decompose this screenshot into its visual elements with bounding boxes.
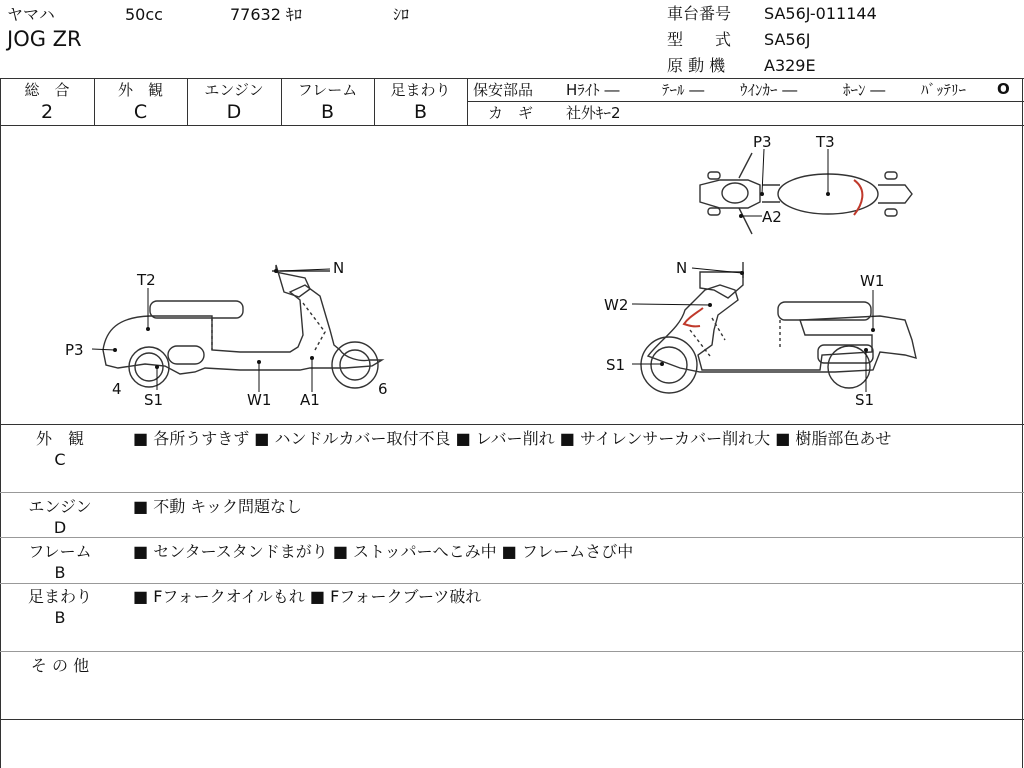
- page-right-border: [1022, 78, 1023, 768]
- section-exterior-grade: C: [54, 450, 66, 469]
- safety-horn: ﾎｰﾝ ―: [843, 81, 886, 99]
- damage-mark-seat: [854, 180, 862, 215]
- scooter-condition-diagram: [0, 126, 1022, 423]
- notes-bottom-border: [0, 719, 1024, 720]
- section-frame-grade: B: [54, 563, 66, 582]
- grade-suspension-label: 足まわり: [390, 81, 451, 99]
- section-other-name: そ の 他: [30, 656, 90, 675]
- grade-frame-value: B: [320, 101, 335, 123]
- diag-label-4: 4: [112, 380, 122, 398]
- section-engine-note: ■ 不動 キック問題なし: [133, 497, 302, 516]
- diag-label-s1: S1: [144, 391, 164, 409]
- diag-label-t2: T2: [137, 271, 156, 289]
- grade-engine-label: エンジン: [204, 81, 264, 99]
- diag-label-w2: W2: [604, 296, 629, 314]
- diag-label-n: N: [333, 259, 345, 277]
- displacement: 50cc: [125, 5, 163, 24]
- diag-label-a1: A1: [300, 391, 320, 409]
- grade-table-top-border: [0, 78, 1024, 79]
- diag-label-p3: P3: [65, 341, 84, 359]
- safety-battery-ok-mark: O: [997, 80, 1010, 98]
- maker: ヤマハ: [7, 5, 55, 24]
- notes-divider: [0, 583, 1024, 584]
- key-label: カ ギ: [488, 104, 534, 122]
- diag-label-a2: A2: [762, 208, 782, 226]
- grade-total-value: 2: [40, 101, 54, 123]
- grade-suspension-value: B: [413, 101, 428, 123]
- safety-headlight: Hﾗｲﾄ ―: [566, 81, 620, 99]
- grade-total-label: 総 合: [24, 81, 70, 99]
- grade-exterior-label: 外 観: [117, 81, 163, 99]
- section-suspension-name: 足まわり: [27, 587, 92, 606]
- safety-winker: ｳｲﾝｶｰ ―: [740, 81, 798, 99]
- diag-label-w1: W1: [247, 391, 272, 409]
- color: ｼﾛ: [393, 5, 410, 24]
- section-frame-note: ■ センタースタンドまがり ■ ストッパーへこみ中 ■ フレームさび中: [133, 542, 634, 561]
- engine-label: 原 動 機: [667, 56, 726, 75]
- diag-label-p3-top: P3: [753, 133, 772, 151]
- section-engine-grade: D: [53, 518, 67, 537]
- section-suspension-note: ■ Fフォークオイルもれ ■ Fフォークブーツ破れ: [133, 587, 482, 606]
- diag-label-t3: T3: [816, 133, 835, 151]
- diag-label-s1-right-front: S1: [606, 356, 626, 374]
- model-name: JOG ZR: [7, 27, 82, 51]
- damage-mark-cover: [684, 308, 703, 326]
- notes-top-border: [0, 424, 1024, 425]
- notes-divider: [0, 537, 1024, 538]
- diag-label-n-right: N: [676, 259, 688, 277]
- frame-no-label: 車台番号: [667, 4, 732, 23]
- key-value: 社外ｷｰ2: [566, 104, 621, 122]
- notes-divider: [0, 492, 1024, 493]
- diag-label-s1-right-rear: S1: [855, 391, 875, 409]
- notes-divider: [0, 651, 1024, 652]
- safety-divider: [467, 101, 1024, 102]
- safety-label: 保安部品: [473, 81, 534, 99]
- mileage: 77632 ｷﾛ: [230, 5, 302, 24]
- safety-taillight: ﾃｰﾙ ―: [662, 81, 705, 99]
- section-frame-name: フレーム: [28, 542, 92, 561]
- diag-label-w1-right: W1: [860, 272, 885, 290]
- section-exterior-name: 外 観: [35, 429, 84, 448]
- grade-engine-value: D: [226, 101, 242, 123]
- diag-label-6: 6: [378, 380, 388, 398]
- type-value: SA56J: [764, 30, 811, 49]
- grade-frame-label: フレーム: [297, 81, 358, 99]
- engine-value: A329E: [764, 56, 816, 75]
- section-suspension-grade: B: [54, 608, 66, 627]
- section-exterior-note: ■ 各所うすきず ■ ハンドルカバー取付不良 ■ レバー削れ ■ サイレンサーカバー削れ大 ■ 樹脂部色あせ: [133, 429, 892, 448]
- type-label: 型 式: [667, 30, 732, 49]
- frame-no: SA56J-011144: [764, 4, 877, 23]
- section-engine-name: エンジン: [28, 497, 92, 516]
- grade-exterior-value: C: [133, 101, 148, 123]
- grade-col-divider: [467, 78, 468, 125]
- scooter-top-view: [700, 153, 912, 234]
- safety-battery: ﾊﾞｯﾃﾘｰ: [921, 81, 967, 99]
